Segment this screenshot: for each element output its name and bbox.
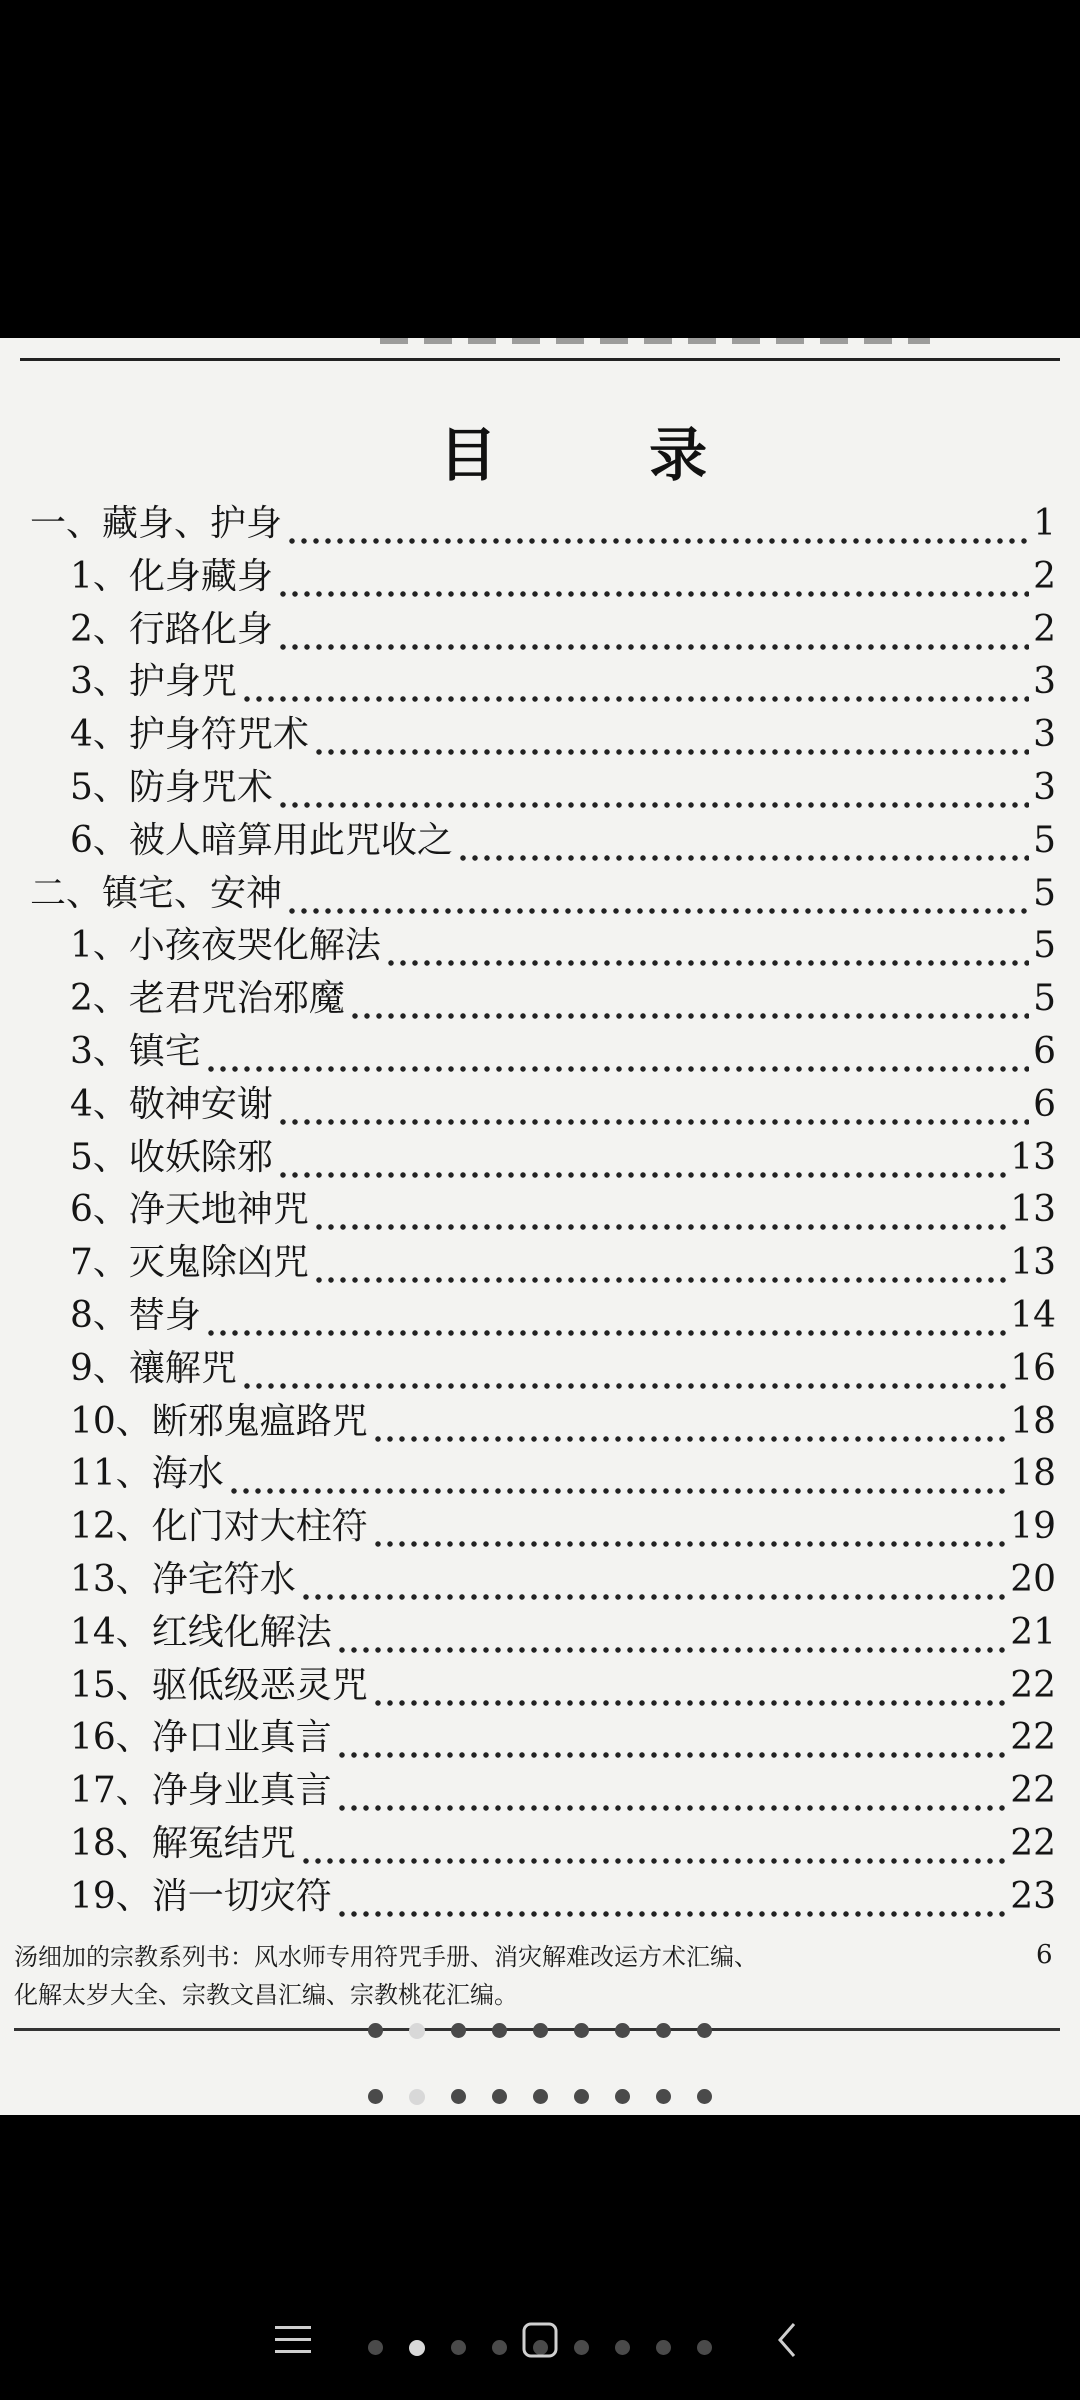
toc-entry-label: 14、红线化解法 — [70, 1611, 332, 1653]
toc-entry-page: 2 — [1033, 608, 1056, 650]
toc-entry-label: 1、小孩夜哭化解法 — [70, 925, 381, 967]
toc-leader-dots — [277, 1079, 1029, 1131]
toc-leader-dots — [336, 1712, 1006, 1764]
toc-entry-label: 3、镇宅 — [70, 1031, 201, 1072]
toc-entry — [0, 709, 1080, 761]
page-indicator-dot — [615, 2089, 630, 2104]
toc-leader-dots — [277, 604, 1029, 656]
page-indicator-dot — [615, 2023, 630, 2038]
toc-leader-dots — [336, 1871, 1006, 1923]
toc-entry — [0, 1132, 1080, 1184]
toc-entry-label: 16、净口业真言 — [70, 1717, 332, 1759]
toc-entry — [0, 604, 1080, 656]
header-rule — [20, 358, 1060, 361]
toc-entry-page: 2 — [1033, 555, 1056, 597]
header-bleedthrough — [380, 338, 930, 344]
toc-entry-label: 12、化门对大柱符 — [70, 1506, 368, 1548]
toc-entry-page: 13 — [1010, 1242, 1056, 1284]
toc-entry-label: 15、驱低级恶灵咒 — [70, 1664, 368, 1706]
page-indicator-dot — [451, 2340, 466, 2355]
toc-entry — [0, 1818, 1080, 1870]
toc-entry — [0, 1765, 1080, 1817]
toc-leader-dots — [336, 1607, 1006, 1659]
toc-entry-page: 5 — [1033, 925, 1056, 967]
toc-entry-page: 3 — [1033, 714, 1056, 756]
toc-entry — [0, 1184, 1080, 1236]
toc-leader-dots — [457, 815, 1029, 867]
toc-entry-label: 2、老君咒治邪魔 — [70, 978, 345, 1020]
document-page — [0, 338, 1080, 2115]
page-indicator-dot — [533, 2023, 548, 2038]
page-indicator-dot — [451, 2023, 466, 2038]
toc-entry-page: 6 — [1033, 1031, 1056, 1072]
toc-entry-label: 17、净身业真言 — [70, 1770, 332, 1812]
toc-entry — [0, 1554, 1080, 1606]
toc-entry-label: 2、行路化身 — [70, 608, 273, 650]
toc-entry — [0, 920, 1080, 972]
toc-entry — [0, 498, 1080, 550]
toc-entry-page: 18 — [1010, 1453, 1056, 1495]
home-square-icon[interactable] — [505, 2310, 575, 2370]
toc-leader-dots — [300, 1554, 1006, 1606]
toc-entry-label: 13、净宅符水 — [70, 1559, 296, 1600]
toc-leader-dots — [385, 920, 1029, 972]
toc-entry — [0, 1290, 1080, 1342]
toc-entry — [0, 1712, 1080, 1764]
page-indicator-dot — [615, 2340, 630, 2355]
toc-entry — [0, 1343, 1080, 1395]
toc-leader-dots — [300, 1818, 1006, 1870]
toc-entry — [0, 551, 1080, 603]
menu-icon-glyph — [273, 2323, 313, 2357]
toc-entry-label: 3、护身咒 — [70, 661, 237, 703]
menu-icon[interactable] — [258, 2310, 328, 2370]
toc-entry-page: 22 — [1010, 1664, 1056, 1706]
page-indicator-dot — [574, 2023, 589, 2038]
page-indicator-dot — [656, 2089, 671, 2104]
toc-entry-page: 16 — [1010, 1347, 1056, 1389]
toc-entry — [0, 762, 1080, 814]
toc-entry-label: 11、海水 — [70, 1453, 224, 1495]
toc-entry — [0, 1660, 1080, 1712]
toc-leader-dots — [372, 1660, 1006, 1712]
toc-entry-label: 8、替身 — [70, 1295, 201, 1336]
toc-entry-label: 4、敬神安谢 — [70, 1083, 273, 1125]
footer-line-2: 化解太岁大全、宗教文昌汇编、宗教桃花汇编。 — [14, 1981, 518, 2009]
toc-leader-dots — [336, 1765, 1006, 1817]
toc-leader-dots — [372, 1501, 1006, 1553]
toc-entry-label: 10、断邪鬼瘟路咒 — [70, 1400, 368, 1442]
page-indicator-dot — [368, 2089, 383, 2104]
toc-entry — [0, 1607, 1080, 1659]
toc-entry — [0, 1079, 1080, 1131]
toc-entry-page: 5 — [1033, 872, 1056, 914]
toc-leader-dots — [313, 1184, 1006, 1236]
back-chevron-icon[interactable] — [752, 2310, 822, 2370]
toc-leader-dots — [313, 709, 1029, 761]
toc-leader-dots — [286, 868, 1029, 920]
toc-entry — [0, 815, 1080, 867]
toc-entry-page: 19 — [1010, 1506, 1056, 1548]
toc-leader-dots — [277, 762, 1029, 814]
page-indicator-dot — [492, 2023, 507, 2038]
toc-leader-dots — [205, 1290, 1006, 1342]
toc-entry — [0, 1871, 1080, 1923]
toc-entry-label: 19、消一切灾符 — [70, 1875, 332, 1917]
toc-entry-label: 4、护身符咒术 — [70, 714, 309, 756]
footer-line-1: 汤细加的宗教系列书：风水师专用符咒手册、消灾解难改运方术汇编、 — [14, 1943, 758, 1971]
toc-leader-dots — [277, 551, 1029, 603]
toc-entry-page: 3 — [1033, 661, 1056, 703]
toc-leader-dots — [241, 1343, 1006, 1395]
page-indicator-dot — [451, 2089, 466, 2104]
page-indicator-row-2 — [0, 2089, 1080, 2105]
toc-entry-label: 5、收妖除邪 — [70, 1136, 273, 1178]
toc-leader-dots — [277, 1132, 1006, 1184]
toc-entry-label: 18、解冤结咒 — [70, 1823, 296, 1864]
toc-leader-dots — [286, 498, 1029, 550]
toc-entry-page: 5 — [1033, 819, 1056, 861]
toc-entry-label: 7、灭鬼除凶咒 — [70, 1242, 309, 1284]
toc-leader-dots — [205, 1026, 1029, 1078]
page-indicator-dot — [533, 2089, 548, 2104]
footer-note — [14, 1938, 1054, 2014]
toc-entry-page: 13 — [1010, 1189, 1056, 1231]
toc-entry — [0, 1501, 1080, 1553]
home-icon-glyph — [520, 2320, 560, 2360]
toc-leader-dots — [349, 973, 1029, 1025]
toc-entry-page: 21 — [1010, 1611, 1056, 1653]
toc-entry-page: 22 — [1010, 1770, 1056, 1812]
toc-entry-page: 22 — [1010, 1717, 1056, 1759]
toc-entry-page: 5 — [1033, 978, 1056, 1020]
toc-entry-page: 22 — [1010, 1823, 1056, 1864]
page-indicator-row-1 — [0, 2023, 1080, 2039]
toc-leader-dots — [241, 656, 1029, 708]
toc-entry-label: 1、化身藏身 — [70, 555, 273, 597]
page-indicator-dot-active — [409, 2023, 425, 2039]
toc-entry-label: 二、镇宅、安神 — [30, 872, 283, 914]
page-indicator-dot — [656, 2023, 671, 2038]
page-indicator-dot — [697, 2023, 712, 2038]
page-indicator-dot — [697, 2340, 712, 2355]
toc-entry — [0, 868, 1080, 920]
footer-page-number: 6 — [1036, 1940, 1053, 1970]
toc-leader-dots — [372, 1396, 1006, 1448]
page-indicator-dot-active — [409, 2089, 425, 2105]
toc-entry — [0, 973, 1080, 1025]
toc-entry-page: 13 — [1010, 1136, 1056, 1178]
toc-entry-label: 一、藏身、护身 — [30, 503, 283, 544]
page-indicator-dot — [574, 2340, 589, 2355]
page-indicator-dot — [574, 2089, 589, 2104]
page-indicator-dot — [656, 2340, 671, 2355]
page-indicator-dot-active — [409, 2340, 425, 2356]
toc-entry-label: 6、被人暗算用此咒收之 — [70, 819, 453, 861]
toc-entry-page: 23 — [1010, 1875, 1056, 1917]
toc-leader-dots — [228, 1448, 1006, 1500]
toc-entry-label: 5、防身咒术 — [70, 767, 273, 808]
toc-entry-page: 3 — [1033, 767, 1056, 808]
toc-entry — [0, 1396, 1080, 1448]
toc-entry-page: 18 — [1010, 1400, 1056, 1442]
toc-entry-page: 20 — [1010, 1559, 1056, 1600]
page-title: 目 录 — [438, 421, 774, 489]
page-indicator-dot — [492, 2089, 507, 2104]
page-indicator-dot — [697, 2089, 712, 2104]
toc-entry-label: 9、禳解咒 — [70, 1347, 237, 1389]
toc-entry-page: 6 — [1033, 1083, 1056, 1125]
toc-entry-label: 6、净天地神咒 — [70, 1189, 309, 1231]
toc-entry — [0, 656, 1080, 708]
toc-entry — [0, 1448, 1080, 1500]
back-icon-glyph — [772, 2320, 802, 2360]
toc-entry — [0, 1026, 1080, 1078]
toc-leader-dots — [313, 1237, 1006, 1289]
page-indicator-dot — [368, 2023, 383, 2038]
toc-entry-page: 14 — [1010, 1295, 1056, 1336]
navigation-bar — [0, 2300, 1080, 2380]
page-indicator-dot — [368, 2340, 383, 2355]
toc-entry-page: 1 — [1033, 503, 1056, 544]
toc-entry — [0, 1237, 1080, 1289]
